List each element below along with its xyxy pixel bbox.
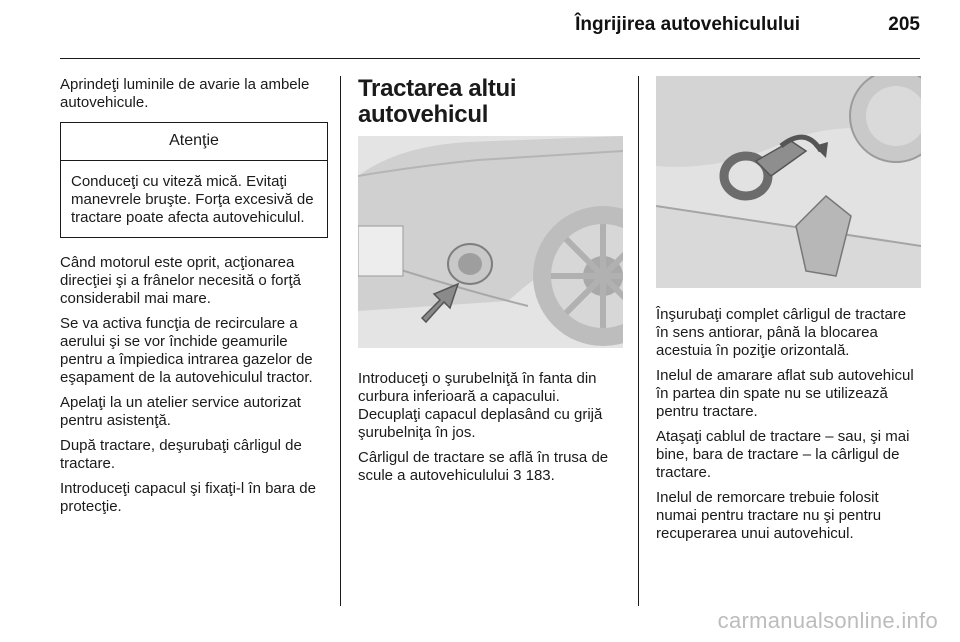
paragraph: Cârligul de tractare se află în trusa de scule a autovehiculului 3 183. [358,449,609,484]
paragraph: Se va activa funcţia de recirculare a aerului şi se vor închide geamurile pentru a împiedica intrarea gazelor de eşapament de la autovehiculul tractor. [60,315,313,386]
paragraph: Apelaţi la un atelier service autorizat pentru asistenţă. [60,394,301,429]
column-1 [60,76,328,523]
paragraph: Inelul de remorcare trebuie folosit numai pentru tractare nu şi pentru recuperarea unui autovehicul. [656,489,882,542]
column-2 [358,76,623,492]
warning-body: Conduceţi cu viteză mică. Evitaţi manevrele bruşte. Forţa excesivă de tractare poate afecta autovehiculul. [71,173,314,226]
paragraph: Introduceţi capacul şi fixaţi-l în bara de protecţie. [60,480,316,515]
figure-tow-hook [656,76,921,288]
watermark: carmanualsonline.info [717,608,938,633]
column-divider [340,76,341,606]
paragraph: Inelul de amarare aflat sub autovehicul în partea din spate nu se utilizează pentru tractare. [656,367,914,420]
warning-box [60,122,328,238]
paragraph: După tractare, deşurubaţi cârligul de tractare. [60,437,302,472]
warning-title: Atenţie [61,123,327,161]
column-3 [656,76,921,550]
intro-paragraph: Aprindeţi luminile de avarie la ambele autovehicule. [60,76,310,111]
page-number: 205 [888,14,920,35]
paragraph: Introduceţi o şurubelniţă în fanta din curbura inferioară a capacului. Decuplaţi capacul deplasând cu grijă şurubelniţa în jos. [358,370,603,441]
paragraph: Înşurubaţi complet cârligul de tractare în sens antiorar, până la blocarea acestuia în poziţie orizontală. [656,306,907,359]
column-divider [638,76,639,606]
paragraph: Când motorul este oprit, acţionarea direcţiei şi a frânelor necesită o forţă considerabil mai mare. [60,254,301,307]
section-title: Tractarea altui autovehicul [358,75,517,128]
paragraph: Ataşaţi cablul de tractare – sau, şi mai bine, bara de tractare – la cârligul de tractare. [656,428,910,481]
figure-rear-bumper-cover [358,136,623,348]
header-rule [60,58,920,59]
header-title: Îngrijirea autovehiculului [575,14,800,35]
